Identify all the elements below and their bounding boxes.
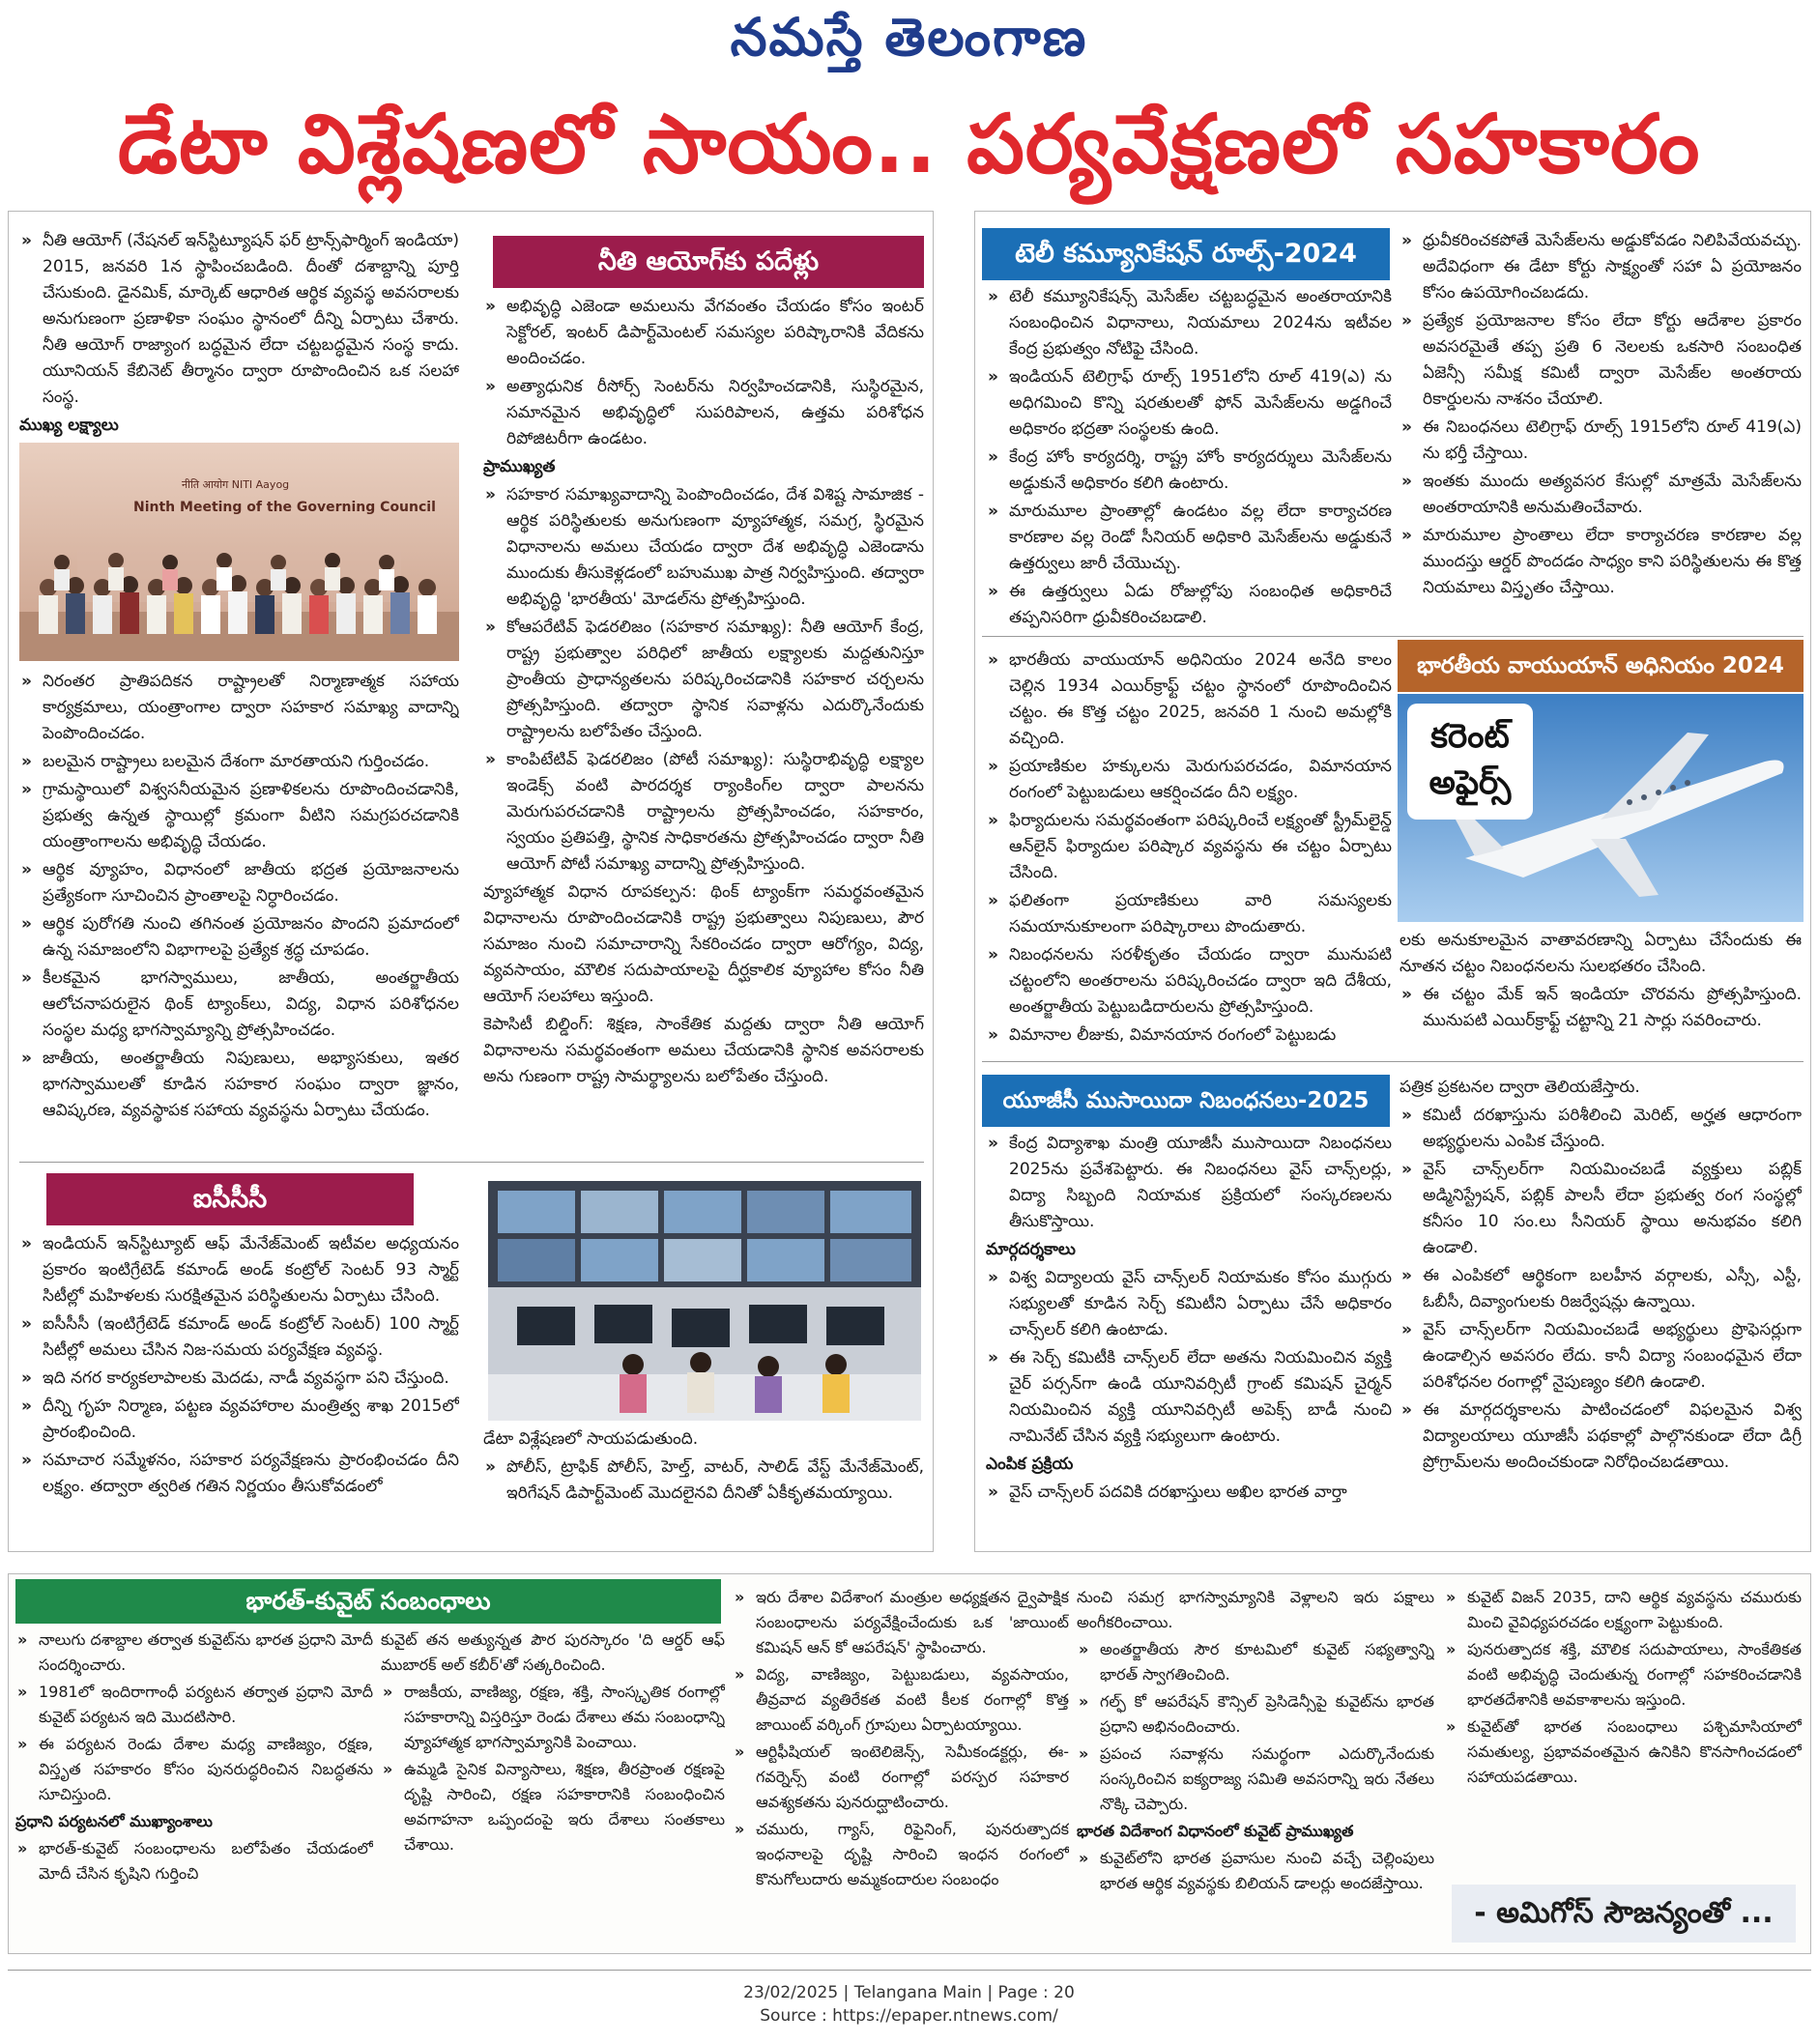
guideline-item: » విశ్వ విద్యాలయ వైస్ చాన్స్‌లర్ నియామకం కోసం ముగ్గురు సభ్యులతో కూడిన సెర్చ్ కమిటీని ఏర్పాటు చేసే అధికారం చాన్స్‌లర్ కలిగి ఉంటాడు.	[986, 1265, 1392, 1343]
kuwait-item: » చమురు, గ్యాస్, రిఫైనింగ్, పునరుత్పాదక ఇంధనాలపై దృష్టి సారించి ఇంధన రంగంలో కొనుగోలుదారు అమ్మకందారుల సంబంధం	[733, 1817, 1069, 1892]
iccc-continuation: డేటా విశ్లేషణలో సాయపడుతుంది.	[483, 1429, 699, 1449]
courtesy-credit: - అమిగోస్ సౌజన్యంతో ...	[1452, 1885, 1796, 1943]
vayuyan-item: » ఫలితంగా ప్రయాణికులు వారి సమస్యలకు సమయానుకూలంగా పరిష్కారాలు పొందుతారు.	[986, 888, 1392, 940]
iccc-item: » ఐసీసీసీ (ఇంటిగ్రేటెడ్ కమాండ్ అండ్ కంట్రోల్ సెంటర్) 100 స్మార్ట్ సిటీల్లో అమలు చేసిన నిజ-సమయ పర్యవేక్షణ వ్యవస్థ.	[19, 1311, 459, 1364]
iccc-col-2	[483, 1426, 924, 1546]
vayuyan-item: » ప్రయాణికుల హక్కులను మెరుగుపరచడం, విమానయాన రంగంలో పెట్టుబడులు ఆకర్షించడం దీని లక్ష్యం.	[986, 754, 1392, 806]
kuwait-item: » ఈ పర్యటన రెండు దేశాల మధ్య వాణిజ్యం, రక్షణ, విస్తృత సహకారం కోసం పునరుద్ధరించిన నిబద్ధతను సూచిస్తుంది.	[15, 1732, 373, 1807]
telecom-item: » ధ్రువీకరించకపోతే మెసేజ్‌లను అడ్డుకోవడం నిలిపివేయవచ్చు. అదేవిధంగా ఈ డేటా కోర్టు సాక్ష్యంతో సహా ఏ ప్రయోజనం కోసం ఉపయోగించబడదు.	[1400, 228, 1802, 306]
ugc-item: » ఈ మార్గదర్శకాలను పాటించడంలో విఫలమైన విశ్వ విద్యాలయాలు యూజీసీ పథకాల్లో పాల్గొనకుండా లేదా డిగ్రీ ప్రోగ్రామ్‌లను అందించకుండా నిరోధించబడతాయి.	[1400, 1397, 1802, 1476]
ugc-col-2	[1400, 1075, 1802, 1546]
telecom-col-2	[1400, 228, 1802, 634]
goals-heading: ముఖ్య లక్ష్యాలు	[19, 416, 119, 435]
command-center-image	[488, 1181, 921, 1421]
vayuyan-col-2	[1400, 928, 1802, 1053]
kuwait-item: » 1981లో ఇందిరాగాంధీ పర్యటన తర్వాత ప్రధాని మోదీ కువైట్ పర్యటన ఇది మొదటిసారి.	[15, 1680, 373, 1730]
vayuyan-continuation: లకు అనుకూలమైన వాతావరణాన్ని ఏర్పాటు చేసేందుకు ఈ నూతన చట్టం నిబంధనలను సులభతరం చేసింది.	[1400, 931, 1802, 976]
niti-item: » అభివృద్ధి ఎజెండా అమలును వేగవంతం చేయడం కోసం ఇంటర్ సెక్టోరల్, ఇంటర్ డిపార్ట్‌మెంటల్ సమస్యల పరిష్కారానికి వేదికను అందించడం.	[483, 294, 924, 372]
kuwait-item: » రాజకీయ, వాణిజ్య, రక్షణ, శక్తి, సాంస్కృతిక రంగాల్లో సహకారాన్ని విస్తరిస్తూ రెండు దేశాలు తమ సంబంధాన్ని వ్యూహాత్మక భాగస్వామ్యానికి పెంచాయి.	[381, 1680, 725, 1755]
kuwait-item: » కువైట్‌తో భారత సంబంధాలు పశ్చిమాసియాలో సమతుల్య, ప్రభావవంతమైన ఉనికిని కొనసాగించడంలో సహాయపడతాయి.	[1444, 1714, 1802, 1790]
niti-item: » అత్యాధునిక రీసోర్స్ సెంటర్‌ను నిర్వహించడానికి, సుస్థిరమైన, సమానమైన అభివృద్ధిలో సుపరిపాలన, ఉత్తమ పరిశోధన రిపోజిటరీగా ఉండటం.	[483, 374, 924, 452]
ugc-item: » కమిటీ దరఖాస్తును పరిశీలించి మెరిట్, అర్హత ఆధారంగా అభ్యర్థులను ఎంపిక చేస్తుంది.	[1400, 1103, 1802, 1155]
main-headline: డేటా విశ్లేషణలో సాయం.. పర్యవేక్షణలో సహకారం	[117, 97, 1701, 191]
selection-heading: ఎంపిక ప్రక్రియ	[986, 1454, 1074, 1474]
ugc-item: » వైస్ చాన్స్‌లర్‌గా నియమించబడే వ్యక్తులు పబ్లిక్ అడ్మినిస్ట్రేషన్, పబ్లిక్ పాలసీ లేదా ప్రభుత్వ రంగ సంస్థల్లో కనీసం 10 సం.లు సీనియర్ స్థాయి అనుభవం కలిగి ఉండాలి.	[1400, 1157, 1802, 1261]
strategic-policy: వ్యూహాత్మక విధాన రూపకల్పన: థింక్ ట్యాంక్‌గా సమర్థవంతమైన విధానాలను రూపొందించడానికి రాష్ట్ర ప్రభుత్వాలు నిపుణులు, పౌర సమాజం నుంచి సమాచారాన్ని సేకరించడం ద్వారా ఆరోగ్యం, విద్య, వ్యవసాయం, మౌలిక సదుపాయాలపై దీర్ఘకాలిక వ్యూహాల కోసం నీతి ఆయోగ్ సలహాలు ఇస్తుంది.	[483, 882, 924, 1006]
command-center-photo	[488, 1181, 921, 1421]
kuwait-item: » ఇరు దేశాల విదేశాంగ మంత్రుల అధ్యక్షతన ద్వైపాక్షిక సంబంధాలను పర్యవేక్షించేందుకు ఒక 'జాయింట్ కమిషన్ ఆన్ కో ఆపరేషన్' స్థాపించారు.	[733, 1585, 1069, 1660]
goal-item: » జాతీయ, అంతర్జాతీయ నిపుణులు, అభ్యాసకులు, ఇతర భాగస్వాములతో కూడిన సహకార సంఘం ద్వారా జ్ఞానం, ఆవిష్కరణ, వ్యవస్థాపక సహాయ వ్యవస్థను ఏర్పాటు చేయడం.	[19, 1046, 459, 1124]
selection-item: » వైస్ చాన్స్‌లర్ పదవికి దరఖాస్తులు అఖిల భారత వార్తా	[986, 1480, 1392, 1506]
capacity-building: కెపాసిటీ బిల్డింగ్: శిక్షణ, సాంకేతిక మద్దతు ద్వారా నీతి ఆయోగ్ విధానాలను సమర్థవంతంగా అమలు చేయడానికి స్థానిక అవసరాలకు అను గుణంగా రాష్ట్ర సామర్థ్యాలను బలోపేతం చేస్తుంది.	[483, 1015, 924, 1086]
governing-council-photo	[19, 443, 459, 661]
iccc-col-1	[19, 1231, 459, 1542]
iccc-item: » సమాచార సమ్మేళనం, సహకార పర్యవేక్షణను ప్రారంభించడం దీని లక్ష్యం. తద్వారా త్వరిత గతిన నిర్ణయం తీసుకోవడంలో	[19, 1448, 459, 1500]
kuwait-continuation: కువైట్ తన అత్యున్నత పౌర పురస్కారం 'ది ఆర్డర్ ఆఫ్ ముబారక్ అల్ కబీర్'తో సత్కరించింది.	[381, 1630, 725, 1674]
vayuyan-col-1	[986, 648, 1392, 1053]
kuwait-continuation: నుంచి సమగ్ర భాగస్వామ్యానికి వెళ్లాలని ఇరు పక్షాలు అంగీకరించాయి.	[1077, 1588, 1434, 1631]
vayuyan-divider	[982, 1061, 1804, 1062]
kuwait-item: » అంతర్జాతీయ సౌర కూటమిలో కువైట్ సభ్యత్వాన్ని భారత్ స్వాగతించింది.	[1077, 1637, 1434, 1687]
goal-item: » గ్రామస్థాయిలో విశ్వసనీయమైన ప్రణాళికలను రూపొందించడానికి, ప్రభుత్వ ఉన్నత స్థాయిల్లో క్రమంగా వీటిని సమగ్రపరచడానికి యంత్రాంగాలను అభివృద్ధి చేయడం.	[19, 777, 459, 855]
goal-item: » కీలకమైన భాగస్వాములు, జాతీయ, అంతర్జాతీయ ఆలోచనాపరులైన థింక్ ట్యాంక్‌లు, విద్య, విధాన పరిశోధనల సంస్థల మధ్య భాగస్వామ్యాన్ని ప్రోత్సహించడం.	[19, 965, 459, 1044]
telecom-item: » ప్రత్యేక ప్రయోజనాల కోసం లేదా కోర్టు ఆదేశాల ప్రకారం అవసరమైతే తప్ప ప్రతి 6 నెలలకు ఒకసారి సంబంధిత ఏజెన్సీ సమీక్ష కమిటీ ద్వారా మెసేజ్‌ల అంతరాయ రికార్డులను నాశనం చేయాలి.	[1400, 308, 1802, 413]
kuwait-item: » కువైట్‌లోని భారత ప్రవాసుల నుంచి వచ్చే చెల్లింపులు భారత ఆర్థిక వ్యవస్థకు బిలియన్ డాలర్లు అందజేస్తాయి.	[1077, 1846, 1434, 1896]
guidelines-heading: మార్గదర్శకాలు	[986, 1240, 1076, 1259]
kuwait-item: » కువైట్ విజన్ 2035, దాని ఆర్థిక వ్యవస్థను చమురుకు మించి వైవిధ్యపరచడం లక్ష్యంగా పెట్టుకుంది.	[1444, 1585, 1802, 1635]
importance-item: » కాంపిటేటివ్ ఫెడరలిజం (పోటీ సమాఖ్య): సుస్థిరాభివృద్ధి లక్ష్యాల ఇండెక్స్ వంటి పారదర్శక ర్యాంకింగ్‌ల ద్వారా పాలనను మెరుగుపరచడానికి రాష్ట్రాలను ప్రోత్సహించడం, సహకారం, స్వయం ప్రతిపత్తి, స్థానిక సాధికారతను ప్రోత్సహించడం ద్వారా నీతి ఆయోగ్ పోటీ సమాఖ్య వాదాన్ని ప్రోత్సహిస్తుంది.	[483, 747, 924, 878]
importance-heading: ప్రాముఖ్యత	[483, 457, 556, 476]
goal-item: » ఆర్థిక వ్యూహం, విధానంలో జాతీయ భద్రత ప్రయోజనాలను ప్రత్యేకంగా సూచించిన ప్రాంతాలపై నిర్ధారించడం.	[19, 857, 459, 909]
kuwait-col-3	[733, 1585, 1069, 1946]
iccc-item: » దీన్ని గృహ నిర్మాణ, పట్టణ వ్యవహారాల మంత్రిత్వ శాఖ 2015లో ప్రారంభించింది.	[19, 1394, 459, 1446]
telecom-item: » ఇంతకు ముందు అత్యవసర కేసుల్లో మాత్రమే మెసేజ్‌లను అంతరాయానికి అనుమతించేవారు.	[1400, 469, 1802, 521]
kuwait-item: » పునరుత్పాదక శక్తి, మౌలిక సదుపాయాలు, సాంకేతికత వంటి అభివృద్ధి చెందుతున్న రంగాల్లో సహకరించడానికి భారతదేశానికి అవకాశాలను ఇస్తుంది.	[1444, 1637, 1802, 1713]
vayuyan-section-title: భారతీయ వాయుయాన్ అధినియం 2024	[1398, 640, 1804, 692]
kuwait-importance-heading: భారత విదేశాంగ విధానంలో కువైట్ ప్రాముఖ్యత	[1077, 1822, 1354, 1840]
kuwait-section-title: భారత్-కువైట్ సంబంధాలు	[15, 1579, 721, 1624]
telecom-divider	[982, 636, 1804, 637]
niti-divider	[19, 1162, 924, 1163]
goal-item: » ఆర్థిక పురోగతి నుంచి తగినంత ప్రయోజనం పొందని ప్రమాదంలో ఉన్న సమాజంలోని విభాగాలపై ప్రత్యేక శ్రద్ధ చూపడం.	[19, 911, 459, 964]
kuwait-item: » ఉమ్మడి సైనిక విన్యాసాలు, శిక్షణ, తీరప్రాంత రక్షణపై దృష్టి సారించి, రక్షణ సహకారానికి సంబంధించిన అవగాహనా ఒప్పందంపై ఇరు దేశాలు సంతకాలు చేశాయి.	[381, 1757, 725, 1857]
ugc-section-title: యూజీసీ ముసాయిదా నిబంధనలు-2025	[982, 1075, 1390, 1127]
footer-dateline: 23/02/2025 | Telangana Main | Page : 20	[743, 1983, 1075, 2002]
ugc-item: » ఈ ఎంపికలో ఆర్థికంగా బలహీన వర్గాలకు, ఎస్సీ, ఎస్టీ, ఓబీసీ, దివ్యాంగులకు రిజర్వేషన్లు ఉన్నాయి.	[1400, 1263, 1802, 1315]
niti-intro: » నీతి ఆయోగ్ (నేషనల్ ఇన్‌స్టిట్యూషన్ ఫర్ ట్రాన్స్‌ఫార్మింగ్ ఇండియా) 2015, జనవరి 1న స్థాపించబడింది. దీంతో దశాబ్దాన్ని పూర్తి చేసుకుంది. డైనమిక్, మార్కెట్ ఆధారిత ఆర్థిక వ్యవస్థ అవసరాలకు అనుగుణంగా ప్రణాళికా సంఘం స్థానంలో దీన్ని ఏర్పాటు చేశారు. నీతి ఆయోగ్ రాజ్యాంగ బద్ధమైన లేదా చట్టబద్ధమైన సంస్థ కాదు. యూనియన్ కేబినెట్ తీర్మానం ద్వారా రూపొందించిన ఒక సలహా సంస్థ.	[19, 228, 459, 411]
photo-caption-english: Ninth Meeting of the Governing Council	[133, 500, 436, 515]
airplane-photo	[1398, 694, 1804, 922]
ugc-continuation: పత్రిక ప్రకటనల ద్వారా తెలియజేస్తారు.	[1400, 1078, 1640, 1097]
goal-item: » బలమైన రాష్ట్రాలు బలమైన దేశంగా మారతాయని గుర్తించడం.	[19, 749, 459, 775]
ugc-intro: » కేంద్ర విద్యాశాఖ మంత్రి యూజీసీ ముసాయిదా నిబంధనలు 2025ను ప్రవేశపెట్టారు. ఈ నిబంధనలు వైస్ చాన్స్‌లర్లు, విద్యా సిబ్బంది నియామక ప్రక్రియలో సంస్కరణలను తీసుకొస్తాయి.	[986, 1131, 1392, 1235]
footer-source: Source : https://epaper.ntnews.com/	[760, 2006, 1058, 2026]
kuwait-item: » ప్రపంచ సవాళ్లను సమర్థంగా ఎదుర్కొనేందుకు సంస్కరించిన ఐక్యరాజ్య సమితి అవసరాన్ని ఇరు నేతలు నొక్కి చెప్పారు.	[1077, 1742, 1434, 1817]
niti-section-title: నీతి ఆయోగ్‌కు పదేళ్లు	[493, 236, 924, 288]
guideline-item: » ఈ సెర్చ్ కమిటీకి చాన్స్‌లర్ లేదా అతను నియమించిన వ్యక్తి చైర్ పర్సన్‌గా ఉండి యూనివర్సిటీ గ్రాంట్ కమిషన్ చైర్మన్ నియమించిన వ్యక్తి యూనివర్సిటీ అపెక్స్ బాడీ నుంచి నామినేట్ చేసిన వ్యక్తి సభ్యులుగా ఉంటారు.	[986, 1345, 1392, 1450]
telecom-item: » ఇండియన్ టెలిగ్రాఫ్ రూల్స్ 1951లోని రూల్ 419(ఎ) ను అధిగమించి కొన్ని షరతులతో ఫోన్ మెసేజ్‌లను అడ్డగించే అధికారం భద్రతా సంస్థలకు ఉంది.	[986, 364, 1392, 443]
telecom-item: » ఈ ఉత్తర్వులు ఏడు రోజుల్లోపు సంబంధిత అధికారిచే తప్పనిసరిగా ధ్రువీకరించబడాలి.	[986, 579, 1392, 631]
photo-caption-hindi: नीति आयोग NITI Aayog	[182, 478, 290, 491]
ugc-col-1	[986, 1131, 1392, 1546]
masthead-logo: నమస్తే తెలంగాణ	[730, 6, 1088, 68]
kuwait-col-4	[1077, 1585, 1434, 1946]
kuwait-col-1	[15, 1627, 373, 1946]
importance-item: » సహకార సమాఖ్యవాదాన్ని పెంపొందించడం, దేశ విశిష్ట సామాజిక - ఆర్థిక పరిస్థితులకు అనుగుణంగా వ్యూహాత్మక, సమగ్ర, స్థిరమైన విధానాలను అమలు చేయడం ద్వారా దేశ అభివృద్ధి ఎజెండాను ముందుకు తీసుకెళ్లడంలో బహుముఖ పాత్ర నిర్వహిస్తుంది. తద్వారా అభివృద్ధి 'భారతీయ' మోడల్‌ను ప్రోత్సహిస్తుంది.	[483, 482, 924, 613]
kuwait-col-5	[1444, 1585, 1802, 1875]
vayuyan-item: » భారతీయ వాయుయాన్ అధినియం 2024 అనేది కాలం చెల్లిన 1934 ఎయిర్‌క్రాఫ్ట్ చట్టం స్థానంలో రూపొందించిన చట్టం. ఈ కొత్త చట్టం 2025, జనవరి 1 నుంచి అమల్లోకి వచ్చింది.	[986, 648, 1392, 752]
vayuyan-item: » నిబంధనలను సరళీకృతం చేయడం ద్వారా మునుపటి చట్టంలోని అంతరాలను పరిష్కరించడం ద్వారా ఇది దేశీయ, అంతర్జాతీయ పెట్టుబడిదారులను ప్రోత్సహిస్తుంది.	[986, 942, 1392, 1021]
kuwait-item: » నాలుగు దశాబ్దాల తర్వాత కువైట్‌ను భారత ప్రధాని మోదీ సందర్శించారు.	[15, 1627, 373, 1678]
iccc-section-title: ఐసీసీసీ	[46, 1173, 414, 1225]
iccc-item: » ఇది నగర కార్యకలాపాలకు మెదడు, నాడీ వ్యవస్థగా పని చేస్తుంది.	[19, 1366, 459, 1392]
kuwait-col-2	[381, 1627, 725, 1946]
telecom-item: » కేంద్ర హోం కార్యదర్శి, రాష్ట్ర హోం కార్యదర్శులు మెసేజ్‌లను అడ్డుకునే అధికారం కలిగి ఉంటారు.	[986, 445, 1392, 497]
footer-rule	[8, 1970, 1811, 1971]
vayuyan-item: » విమానాల లీజుకు, విమానయాన రంగంలో పెట్టుబడు	[986, 1022, 1392, 1049]
niti-col-2	[483, 294, 924, 1164]
telecom-item: » మారుమూల ప్రాంతాల్లో ఉండటం వల్ల లేదా కార్యాచరణ కారణాల వల్ల రెండో సీనియర్ అధికారి మెసేజ్‌లను అడ్డుకునే ఉత్తర్వులు జారీ చేయొచ్చు.	[986, 499, 1392, 577]
importance-item: » కోఆపరేటివ్ ఫెడరలిజం (సహకార సమాఖ్య): నీతి ఆయోగ్ కేంద్ర, రాష్ట్ర ప్రభుత్వాల పరిధిలో జాతీయ లక్ష్యాలకు మద్దతునిస్తూ ప్రాంతీయ ప్రాధాన్యతలను పరిష్కరించడానికి సహకార చర్చలను ప్రోత్సహిస్తుంది. తద్వారా స్థానిక సవాళ్లను ఎదుర్కొనేందుకు రాష్ట్రాలను బలోపేతం చేస్తుంది.	[483, 615, 924, 745]
kuwait-item: » ఆర్టిఫీషియల్ ఇంటెలిజెన్స్, సెమీకండక్టర్లు, ఈ-గవర్నెన్స్ వంటి రంగాల్లో పరస్పర సహకార ఆవశ్యకతను పునరుద్ఘాటించారు.	[733, 1740, 1069, 1815]
iccc-item: » ఇండియన్ ఇన్‌స్టిట్యూట్ ఆఫ్ మేనేజ్‌మెంట్ ఇటీవల అధ్యయనం ప్రకారం ఇంటిగ్రేటెడ్ కమాండ్ అండ్ కంట్రోల్ సెంటర్ 93 స్మార్ట్ సిటీల్లో మహిళలకు సురక్షితమైన పరిస్థితులను ఏర్పాటు చేసింది.	[19, 1231, 459, 1310]
current-affairs-badge-line2: అఫైర్స్	[1428, 763, 1512, 802]
vayuyan-item: » ఫిర్యాదులను సమర్థవంతంగా పరిష్కరించే లక్ష్యంతో స్ట్రీమ్‌లైన్డ్ ఆన్‌లైన్ ఫిర్యాదుల పరిష్కార వ్యవస్థను ఈ చట్టం ఏర్పాటు చేసింది.	[986, 808, 1392, 886]
iccc-item: » పోలీస్, ట్రాఫిక్ పోలీస్, హెల్త్, వాటర్, సాలిడ్ వేస్ట్ మేనేజ్‌మెంట్, ఇరిగేషన్ డిపార్ట్‌మెంట్ మొదలైనవి దీనితో ఏకీకృతమయ్యాయి.	[483, 1454, 924, 1507]
current-affairs-badge-line1: కరెంట్	[1430, 717, 1510, 756]
highlights-heading: ప్రధాని పర్యటనలో ముఖ్యాంశాలు	[15, 1812, 213, 1830]
ugc-item: » వైస్ చాన్స్‌లర్‌గా నియమించబడే అభ్యర్థులు ప్రొఫెసర్లుగా ఉండాల్సిన అవసరం లేదు. కానీ విద్యా సంబంధమైన లేదా పరిశోధనల రంగాల్లో నైపుణ్యం కలిగి ఉండాలి.	[1400, 1317, 1802, 1396]
kuwait-item: » భారత్-కువైట్ సంబంధాలను బలోపేతం చేయడంలో మోదీ చేసిన కృషిని గుర్తించి	[15, 1836, 373, 1886]
telecom-item: » మారుమూల ప్రాంతాలు లేదా కార్యాచరణ కారణాల వల్ల ముందస్తు ఆర్డర్ పొందడం సాధ్యం కాని పరిస్థితులను ఈ కొత్త నియమాలు విస్తృతం చేస్తాయి.	[1400, 523, 1802, 601]
telecom-col-1	[986, 284, 1392, 632]
telecom-item: » ఈ నిబంధనలు టెలిగ్రాఫ్ రూల్స్ 1915లోని రూల్ 419(ఎ) ను భర్తీ చేస్తాయి.	[1400, 415, 1802, 467]
goal-item: » నిరంతర ప్రాతిపదికన రాష్ట్రాలతో నిర్మాణాత్మక సహాయ కార్యక్రమాలు, యంత్రాంగాల ద్వారా సహకార సమాఖ్య వాదాన్ని పెంపొందించడం.	[19, 669, 459, 747]
telecom-section-title: టెలీ కమ్యూనికేషన్ రూల్స్-2024	[982, 228, 1390, 280]
telecom-item: » టెలీ కమ్యూనికేషన్స్ మెసేజ్‌ల చట్టబద్ధమైన అంతరాయానికి సంబంధించిన విధానాలు, నియమాలు 2024ను ఇటీవల కేంద్ర ప్రభుత్వం నోటిఫై చేసింది.	[986, 284, 1392, 362]
kuwait-item: » విద్య, వాణిజ్యం, పెట్టుబడులు, వ్యవసాయం, తీవ్రవాద వ్యతిరేకత వంటి కీలక రంగాల్లో కొత్త జాయింట్ వర్కింగ్ గ్రూపులు ఏర్పాటయ్యాయి.	[733, 1662, 1069, 1738]
kuwait-item: » గల్ఫ్ కో ఆపరేషన్ కౌన్సిల్ ప్రెసిడెన్సీపై కువైట్‌ను భారత ప్రధాని అభినందించారు.	[1077, 1689, 1434, 1740]
vayuyan-item: » ఈ చట్టం మేక్ ఇన్ ఇండియా చొరవను ప్రోత్సహిస్తుంది. మునుపటి ఎయిర్‌క్రాఫ్ట్ చట్టాన్ని 21 సార్లు సవరించారు.	[1400, 982, 1802, 1034]
